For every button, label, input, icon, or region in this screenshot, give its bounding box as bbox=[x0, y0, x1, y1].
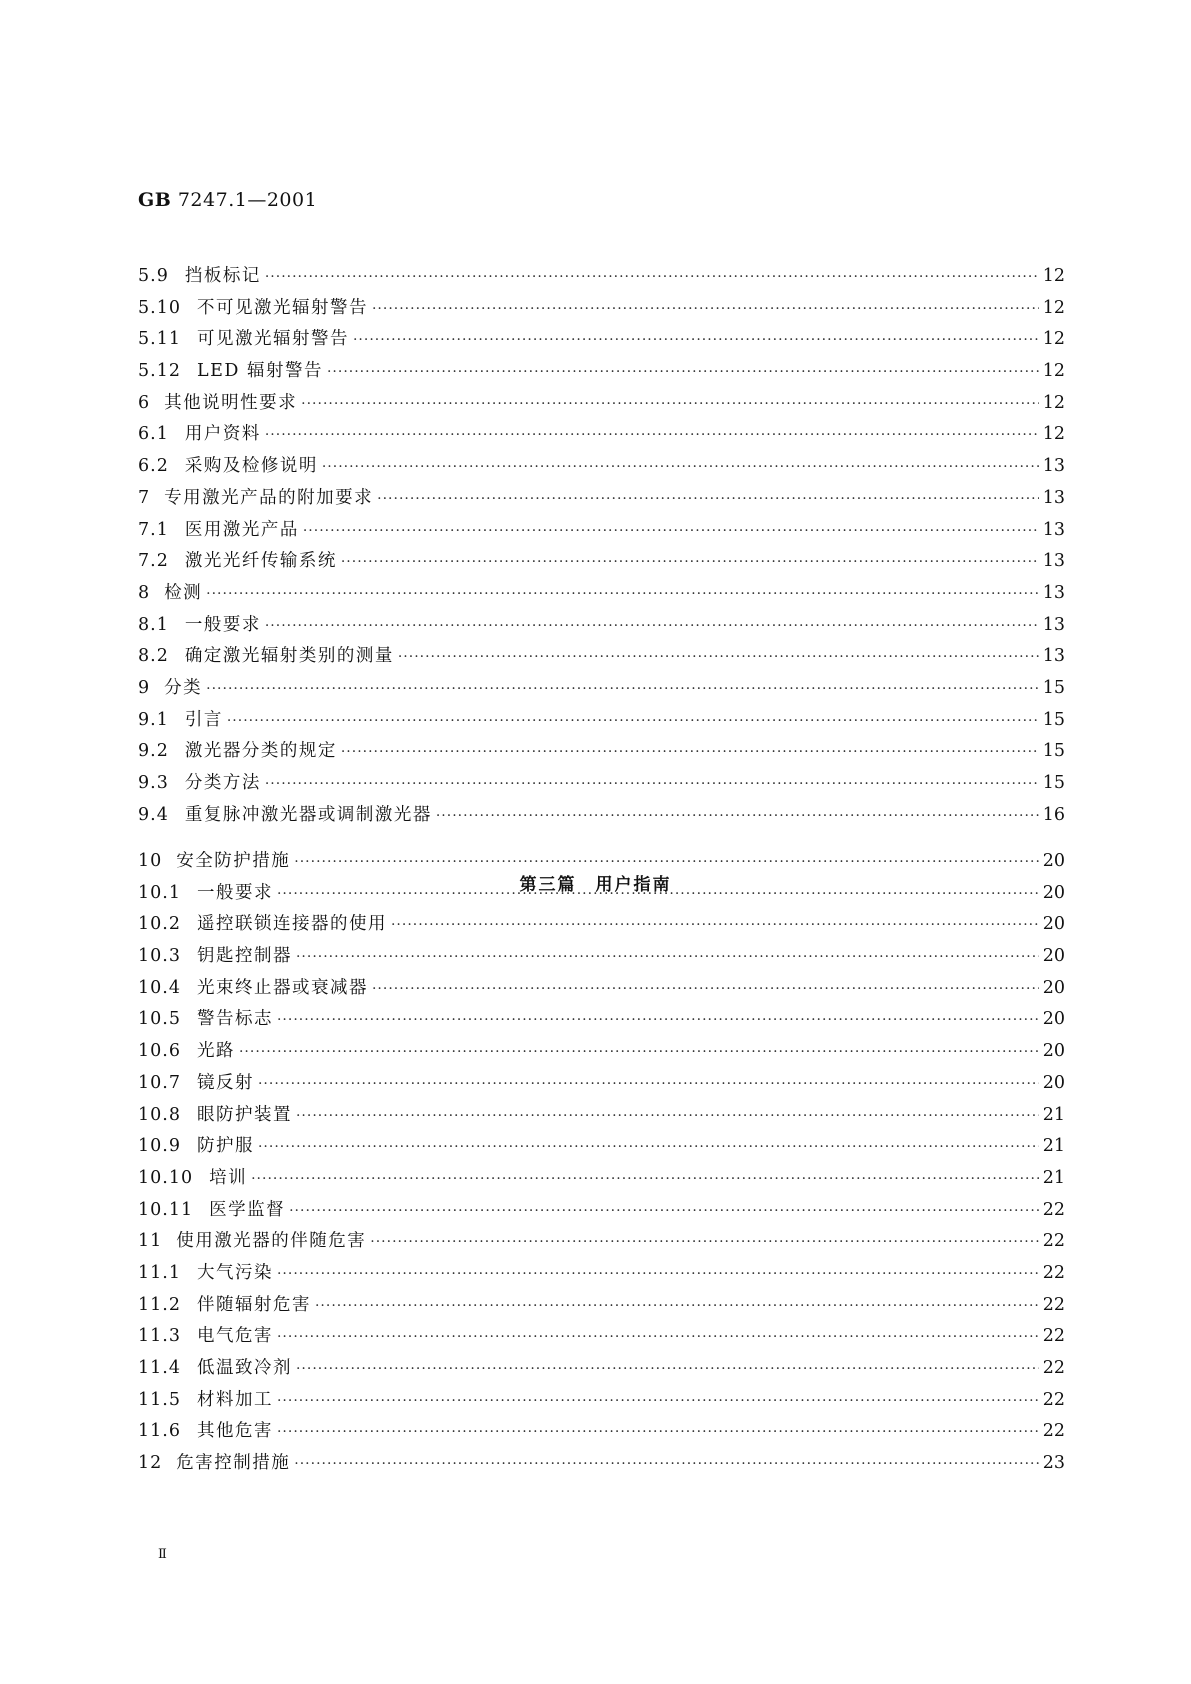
toc-entry bbox=[138, 1322, 1065, 1354]
toc-leader-dots bbox=[277, 1012, 1039, 1028]
toc-entry-number: 8.2 bbox=[138, 646, 169, 667]
toc-leader-dots bbox=[251, 1171, 1039, 1187]
toc-entry-number: 10.10 bbox=[138, 1167, 194, 1188]
toc-entry-title: 激光器分类的规定 bbox=[184, 741, 337, 762]
toc-entry bbox=[138, 1005, 1065, 1037]
toc-entry bbox=[138, 452, 1065, 484]
toc-entry-number: 5.9 bbox=[138, 266, 169, 286]
toc-entry bbox=[138, 1291, 1065, 1323]
toc-entry-page: 20 bbox=[1042, 946, 1065, 967]
toc-entry-title: 使用激光器的伴随危害 bbox=[176, 1231, 367, 1252]
toc-entry-title: 检测 bbox=[164, 582, 203, 603]
toc-entry-number: 11 bbox=[138, 1231, 163, 1252]
toc-entry-number: 9.3 bbox=[138, 773, 169, 793]
toc-entry-title: 培训 bbox=[209, 1167, 248, 1188]
toc-entry-number: 10.11 bbox=[138, 1199, 194, 1220]
toc-leader-dots bbox=[265, 618, 1039, 634]
toc-entry-title: 其他危害 bbox=[196, 1421, 273, 1442]
toc-entry-number: 5.12 bbox=[138, 361, 181, 382]
toc-entry-page: 22 bbox=[1042, 1294, 1065, 1315]
toc-entry bbox=[138, 942, 1065, 974]
toc-entry-page: 20 bbox=[1042, 882, 1065, 903]
toc-entry-page: 16 bbox=[1042, 804, 1065, 825]
toc-leader-dots bbox=[265, 776, 1039, 792]
toc-leader-dots bbox=[301, 396, 1039, 412]
toc-entry-page: 12 bbox=[1042, 297, 1065, 318]
toc-entry-number: 8 bbox=[138, 582, 151, 603]
toc-entry-page: 23 bbox=[1042, 1453, 1065, 1474]
toc-entry-title: 分类方法 bbox=[184, 773, 261, 793]
toc-entry-page: 20 bbox=[1042, 1009, 1065, 1030]
toc-entry-title: 大气污染 bbox=[196, 1262, 273, 1283]
toc-entry bbox=[138, 1259, 1065, 1291]
toc-entry-number: 6.2 bbox=[138, 456, 169, 477]
toc-entry-title: 镜反射 bbox=[196, 1072, 254, 1093]
toc-entry-title: 安全防护措施 bbox=[176, 851, 291, 871]
toc-entry-page: 22 bbox=[1042, 1389, 1065, 1410]
toc-entry-page: 15 bbox=[1042, 709, 1065, 730]
toc-entry bbox=[138, 611, 1065, 643]
toc-entry-title: 采购及检修说明 bbox=[184, 456, 318, 477]
toc-entry-page: 13 bbox=[1042, 646, 1065, 667]
toc-entry-page: 12 bbox=[1042, 361, 1065, 382]
toc-entry-page: 12 bbox=[1042, 329, 1065, 350]
toc-entry-page: 13 bbox=[1042, 487, 1065, 508]
toc-entry bbox=[138, 389, 1065, 421]
toc-entry-title: 挡板标记 bbox=[184, 266, 261, 286]
toc-entry-number: 10.6 bbox=[138, 1041, 181, 1062]
toc-leader-dots bbox=[303, 523, 1039, 539]
toc-entry bbox=[138, 642, 1065, 674]
toc-entry-page: 13 bbox=[1042, 551, 1065, 572]
toc-entry-number: 10.1 bbox=[138, 882, 181, 903]
toc-entry-title: 光路 bbox=[196, 1041, 235, 1062]
toc-entry bbox=[138, 1227, 1065, 1259]
toc-entry-number: 11.5 bbox=[138, 1389, 181, 1410]
toc-entry-number: 12 bbox=[138, 1453, 163, 1474]
toc-entry-title: 电气危害 bbox=[196, 1326, 273, 1347]
toc-entry-number: 9.2 bbox=[138, 741, 169, 762]
toc-entry-title: 其他说明性要求 bbox=[164, 392, 298, 413]
toc-entry bbox=[138, 1386, 1065, 1418]
toc-entry-number: 11.6 bbox=[138, 1421, 181, 1442]
toc-entry-number: 5.10 bbox=[138, 297, 181, 318]
page-number: Ⅱ bbox=[158, 1547, 167, 1562]
toc-leader-dots bbox=[372, 301, 1039, 317]
toc-entry-title: 确定激光辐射类别的测量 bbox=[184, 646, 394, 667]
toc-entry-number: 9.4 bbox=[138, 804, 169, 825]
toc-leader-dots bbox=[277, 1266, 1039, 1282]
toc-entry-page: 22 bbox=[1042, 1262, 1065, 1283]
toc-leader-dots bbox=[206, 586, 1039, 602]
toc-entry-number: 10.5 bbox=[138, 1009, 181, 1030]
toc-leader-dots bbox=[289, 1203, 1039, 1219]
toc-entry bbox=[138, 516, 1065, 548]
toc-entry-title: 眼防护装置 bbox=[196, 1104, 292, 1125]
toc-entry bbox=[138, 1101, 1065, 1133]
toc-leader-dots bbox=[258, 1076, 1039, 1092]
toc-entry-page: 21 bbox=[1042, 1167, 1065, 1188]
toc-entry-page: 20 bbox=[1042, 914, 1065, 935]
toc-leader-dots bbox=[294, 854, 1038, 870]
toc-entry-page: 15 bbox=[1042, 741, 1065, 762]
toc-entry-title: 遥控联锁连接器的使用 bbox=[196, 914, 387, 935]
toc-entry bbox=[138, 1069, 1065, 1101]
toc-entry bbox=[138, 1037, 1065, 1069]
toc-entry-number: 7.1 bbox=[138, 519, 169, 540]
toc-entry-page: 22 bbox=[1042, 1358, 1065, 1378]
toc-leader-dots bbox=[372, 981, 1039, 997]
toc-entry-page: 15 bbox=[1042, 677, 1065, 698]
toc-entry-page: 21 bbox=[1042, 1136, 1065, 1157]
toc-leader-dots bbox=[258, 1139, 1039, 1155]
toc-entry-title: 专用激光产品的附加要求 bbox=[164, 487, 374, 508]
toc-entry-number: 6.1 bbox=[138, 424, 169, 445]
toc-leader-dots bbox=[296, 949, 1039, 965]
toc-entry-number: 11.1 bbox=[138, 1262, 181, 1283]
toc-entry-number: 8.1 bbox=[138, 614, 169, 635]
toc-entry-title: 一般要求 bbox=[184, 614, 261, 635]
toc-entry-page: 13 bbox=[1042, 614, 1065, 635]
toc-entry bbox=[138, 1164, 1065, 1196]
toc-entry bbox=[138, 579, 1065, 611]
toc-entry-number: 10.9 bbox=[138, 1136, 181, 1157]
toc-entry-number: 10 bbox=[138, 851, 163, 871]
toc-leader-dots bbox=[391, 917, 1039, 933]
toc-entry-number: 9 bbox=[138, 677, 151, 698]
toc-entry-number: 5.11 bbox=[138, 329, 181, 350]
toc-entry-page: 22 bbox=[1042, 1231, 1065, 1252]
toc-entry-number: 10.4 bbox=[138, 977, 181, 998]
toc-entry bbox=[138, 1196, 1065, 1228]
section-heading: 第三篇 用户指南 bbox=[519, 875, 672, 895]
toc-entry bbox=[138, 674, 1065, 706]
toc-leader-dots bbox=[265, 269, 1039, 285]
toc-entry-number: 11.3 bbox=[138, 1326, 181, 1347]
toc-entry-title: 防护服 bbox=[196, 1136, 254, 1157]
toc-leader-dots bbox=[322, 459, 1039, 475]
toc-entry bbox=[138, 547, 1065, 579]
toc-entry-title: 光束终止器或衰减器 bbox=[196, 977, 368, 998]
toc-leader-dots bbox=[341, 554, 1039, 570]
toc-entry-page: 13 bbox=[1042, 582, 1065, 603]
toc-entry-page: 12 bbox=[1042, 266, 1065, 286]
document-id bbox=[138, 189, 317, 211]
toc-leader-dots bbox=[296, 1108, 1039, 1124]
toc-entry-title: 一般要求 bbox=[196, 882, 273, 903]
toc-entry-number: 10.7 bbox=[138, 1072, 181, 1093]
toc-leader-dots bbox=[341, 744, 1039, 760]
toc-entry-title: 伴随辐射危害 bbox=[196, 1294, 311, 1315]
toc-entry-title: 激光光纤传输系统 bbox=[184, 551, 337, 572]
toc-leader-dots bbox=[265, 427, 1039, 443]
toc-entry-number: 9.1 bbox=[138, 709, 169, 730]
toc-entry-title: 分类 bbox=[164, 677, 203, 698]
toc-leader-dots bbox=[353, 332, 1039, 348]
toc-entry-page: 22 bbox=[1042, 1421, 1065, 1442]
standard-code: 7247.1—2001 bbox=[177, 189, 318, 211]
toc-entry-page: 13 bbox=[1042, 456, 1065, 477]
toc-leader-dots bbox=[377, 491, 1039, 507]
toc-entry-number: 10.3 bbox=[138, 946, 181, 967]
toc-entry-page: 12 bbox=[1042, 424, 1065, 445]
toc-entry bbox=[138, 420, 1065, 452]
toc-entry bbox=[138, 974, 1065, 1006]
toc-list-part-2 bbox=[138, 262, 1065, 832]
toc-entry bbox=[138, 1417, 1065, 1449]
toc-entry bbox=[138, 262, 1065, 294]
toc-entry-title: 可见激光辐射警告 bbox=[196, 329, 349, 350]
toc-entry-page: 20 bbox=[1042, 1041, 1065, 1062]
toc-entry bbox=[138, 737, 1065, 769]
toc-entry bbox=[138, 325, 1065, 357]
toc-leader-dots bbox=[277, 1424, 1039, 1440]
toc-entry-page: 20 bbox=[1042, 977, 1065, 998]
toc-entry bbox=[138, 879, 1065, 911]
toc-entry-page: 20 bbox=[1042, 851, 1065, 871]
toc-leader-dots bbox=[370, 1234, 1038, 1250]
toc-entry-title: 引言 bbox=[184, 709, 223, 730]
toc-leader-dots bbox=[239, 1044, 1039, 1060]
toc-leader-dots bbox=[206, 681, 1039, 697]
toc-leader-dots bbox=[327, 364, 1039, 380]
toc-entry-title: 低温致冷剂 bbox=[196, 1358, 292, 1378]
toc-leader-dots bbox=[398, 649, 1039, 665]
toc-leader-dots bbox=[436, 808, 1039, 824]
toc-entry-page: 22 bbox=[1042, 1199, 1065, 1220]
toc-entry-title: LED 辐射警告 bbox=[196, 361, 323, 382]
toc-entry bbox=[138, 357, 1065, 389]
toc-entry bbox=[138, 706, 1065, 738]
toc-entry-number: 11.4 bbox=[138, 1358, 181, 1378]
toc-entry bbox=[138, 1354, 1065, 1386]
toc-leader-dots bbox=[315, 1298, 1039, 1314]
toc-entry-title: 医学监督 bbox=[209, 1199, 286, 1220]
toc-entry-title: 钥匙控制器 bbox=[196, 946, 292, 967]
toc-entry-page: 22 bbox=[1042, 1326, 1065, 1347]
toc-list-part-3 bbox=[138, 847, 1065, 1481]
toc-entry-number: 7.2 bbox=[138, 551, 169, 572]
toc-entry bbox=[138, 910, 1065, 942]
toc-entry-page: 21 bbox=[1042, 1104, 1065, 1125]
toc-entry-number: 10.8 bbox=[138, 1104, 181, 1125]
toc-leader-dots bbox=[277, 1329, 1039, 1345]
toc-leader-dots bbox=[296, 1361, 1039, 1377]
toc-entry-number: 10.2 bbox=[138, 914, 181, 935]
toc-entry bbox=[138, 801, 1065, 833]
toc-entry-title: 材料加工 bbox=[196, 1389, 273, 1410]
toc-entry bbox=[138, 1132, 1065, 1164]
toc-entry-title: 警告标志 bbox=[196, 1009, 273, 1030]
standard-prefix: GB bbox=[138, 189, 172, 211]
toc-entry-number: 7 bbox=[138, 487, 151, 508]
toc-entry-number: 11.2 bbox=[138, 1294, 181, 1315]
toc-leader-dots bbox=[294, 1456, 1038, 1472]
toc-entry bbox=[138, 484, 1065, 516]
toc-entry-title: 重复脉冲激光器或调制激光器 bbox=[184, 804, 432, 825]
toc-entry bbox=[138, 769, 1065, 801]
toc-leader-dots bbox=[277, 886, 1039, 902]
toc-entry-page: 20 bbox=[1042, 1072, 1065, 1093]
toc-leader-dots bbox=[277, 1393, 1039, 1409]
toc-entry-title: 危害控制措施 bbox=[176, 1453, 291, 1474]
toc-entry-title: 不可见激光辐射警告 bbox=[196, 297, 368, 318]
toc-entry bbox=[138, 1449, 1065, 1481]
toc-entry-page: 15 bbox=[1042, 773, 1065, 793]
toc-entry-page: 12 bbox=[1042, 392, 1065, 413]
toc-leader-dots bbox=[227, 713, 1039, 729]
toc-entry-title: 医用激光产品 bbox=[184, 519, 299, 540]
toc-entry-page: 13 bbox=[1042, 519, 1065, 540]
toc-entry bbox=[138, 294, 1065, 326]
toc-entry bbox=[138, 847, 1065, 879]
toc-entry-title: 用户资料 bbox=[184, 424, 261, 445]
toc-entry-number: 6 bbox=[138, 392, 151, 413]
